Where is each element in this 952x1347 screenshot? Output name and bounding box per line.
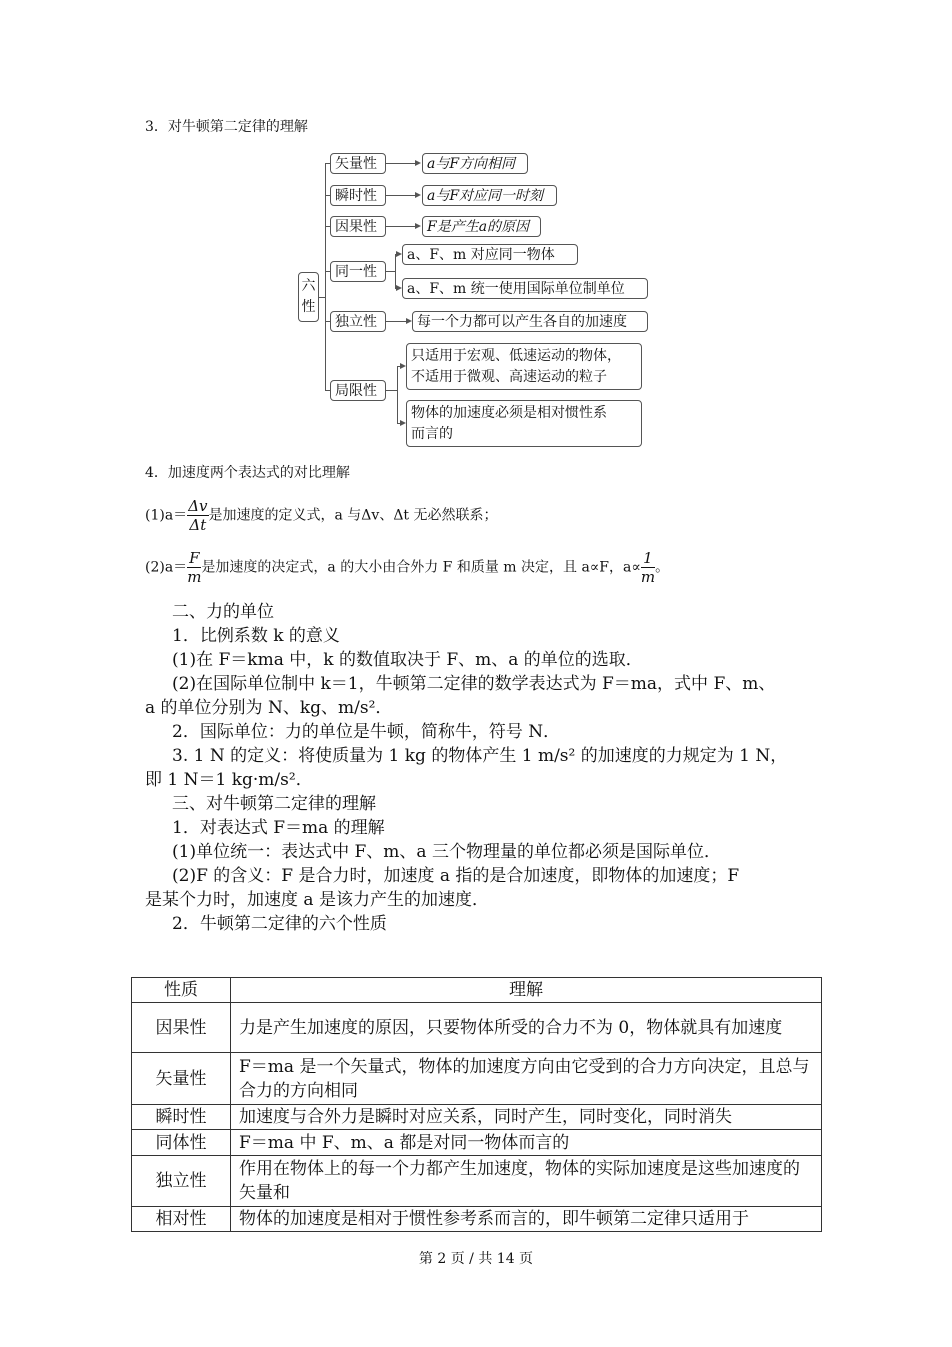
table-row [132,1130,822,1156]
section-4-title: 4．加速度两个表达式的对比理解 [145,465,350,481]
property-cell: 独立性 [132,1156,231,1207]
text-line: 1．比例系数 k 的意义 [172,626,340,646]
section-3-title: 3．对牛顿第二定律的理解 [145,119,308,135]
body-text [145,600,825,936]
result-vector: a与F方向相同 [422,153,528,174]
category-independent: 独立性 [330,311,386,332]
understanding-cell: 加速度与合外力是瞬时对应关系，同时产生，同时变化，同时消失 [231,1105,822,1130]
result-limited-2: 物体的加速度必须是相对惯性系 而言的 [406,400,642,447]
category-instant: 瞬时性 [330,185,386,206]
text-line: 2．牛顿第二定律的六个性质 [172,914,387,934]
text-line: (2)F 的含义：F 是合力时，加速度 a 指的是合加速度，即物体的加速度；F [172,866,740,886]
text-line: (1)在 F＝kma 中，k 的数值取决于 F、m、a 的单位的选取． [172,650,643,670]
table-row [132,1207,822,1232]
result-causal: F是产生a的原因 [422,216,541,237]
category-vector: 矢量性 [330,153,386,174]
table-row [132,1105,822,1130]
table-row [132,1156,822,1207]
formula-1: (1)a＝ $\frac{\Delta v}{\Delta t}$ 是加速度的定义式，a 与Δv、Δt 无必然联系； [145,497,498,534]
property-cell: 瞬时性 [132,1105,231,1130]
text-line: 3. 1 N 的定义：将使质量为 1 kg 的物体产生 1 m/s² 的加速度的力规定为 1 N， [172,746,788,766]
understanding-cell: F＝ma 是一个矢量式，物体的加速度方向由它受到的合力方向决定，且总与合力的方向相同 [231,1053,822,1105]
text-line: 1．对表达式 F＝ma 的理解 [172,818,385,838]
text-line: (2)在国际单位制中 k＝1，牛顿第二定律的数学表达式为 F＝ma，式中 F、m、 [172,674,776,694]
text-line: 三、对牛顿第二定律的理解 [172,794,376,814]
category-limited: 局限性 [330,380,386,401]
result-limited-1: 只适用于宏观、低速运动的物体， 不适用于微观、高速运动的粒子 [406,343,642,390]
text-line: 2．国际单位：力的单位是牛顿，简称牛，符号 N． [172,722,561,742]
table-header-row [132,978,822,1003]
property-cell: 同体性 [132,1130,231,1156]
result-same-body-1: a、F、m 对应同一物体 [402,244,578,265]
root-box: 六 性 [298,272,319,322]
text-line: (1)单位统一：表达式中 F、m、a 三个物理量的单位都必须是国际单位． [172,842,721,862]
table-row [132,1003,822,1053]
text-line: 二、力的单位 [172,602,274,622]
property-cell: 相对性 [132,1207,231,1232]
header-understanding: 理解 [231,978,822,1003]
text-line: 是某个力时，加速度 a 是该力产生的加速度． [145,890,489,910]
table-row [132,1053,822,1105]
understanding-cell: 力是产生加速度的原因，只要物体所受的合力不为 0，物体就具有加速度 [231,1003,822,1053]
formula-2: (2)a＝ $\frac{F}{m}$ 是加速度的决定式，a 的大小由合外力 F 和质量 m 决定，且 a∝F，a∝ $\frac{1}{m}$ 。 [145,549,670,586]
understanding-cell: 作用在物体上的每一个力都产生加速度，物体的实际加速度是这些加速度的矢量和 [231,1156,822,1207]
property-cell: 矢量性 [132,1053,231,1105]
text-line: 即 1 N＝1 kg·m/s²． [145,770,313,790]
understanding-cell: F＝ma 中 F、m、a 都是对同一物体而言的 [231,1130,822,1156]
understanding-cell: 物体的加速度是相对于惯性参考系而言的，即牛顿第二定律只适用于 [231,1207,822,1232]
category-same-body: 同一性 [330,261,386,282]
properties-table [131,977,822,1232]
result-same-body-2: a、F、m 统一使用国际单位制单位 [402,278,648,299]
header-property: 性质 [132,978,231,1003]
property-cell: 因果性 [132,1003,231,1053]
text-line: a 的单位分别为 N、kg、m/s²． [145,698,393,718]
category-causal: 因果性 [330,216,386,237]
result-instant: a与F对应同一时刻 [422,185,557,206]
result-independent: 每一个力都可以产生各自的加速度 [412,311,648,332]
page-footer: 第 2 页 / 共 14 页 [418,1251,534,1267]
